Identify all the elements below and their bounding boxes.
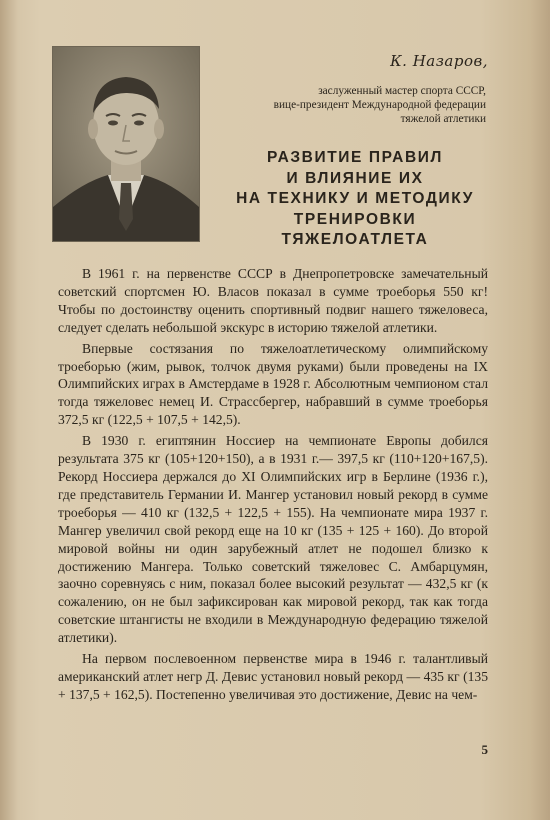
paragraph: На первом послевоенном первенстве мира в 1946 г. талантливый американский атлет негр Д. Девис установил новый рекорд — 435 кг (135 + 137,5 + 162,5). Постепенно увеличивая это достижение, Девис на чем-: [58, 651, 488, 702]
title-line: ТРЕНИРОВКИ: [293, 210, 417, 228]
article-body: [58, 265, 488, 704]
author-portrait-photo: [52, 46, 200, 242]
paragraph: В 1961 г. на первенстве СССР в Днепропетровске замечательный советский спортсмен Ю. Власов показал в сумме троеборья 550 кг! Чтобы по достоинству оценить спортивный подвиг нашего тяжеловеса, следует сделать небольшой экскурс в историю тяжелой атлетики.: [58, 266, 488, 335]
paragraph: Впервые состязания по тяжелоатлетическому олимпийскому троеборью (жим, рывок, толчок двумя руками) были проведены на IX Олимпийских играх в Амстердаме в 1928 г. Абсолютным чемпионом стал тогда тяжеловес немец И. Страссбергер, набравший в сумме троеборья 372,5 кг (122,5 + 107,5 + 142,5).: [58, 340, 488, 428]
title-line: НА ТЕХНИКУ И МЕТОДИКУ: [236, 190, 474, 207]
page-number: 5: [481, 742, 488, 757]
author-name: К. Назаров,: [390, 52, 488, 70]
title-line: ТЯЖЕЛОАТЛЕТА: [281, 231, 429, 248]
author-credentials-line: тяжелой атлетики: [400, 113, 486, 125]
title-line: РАЗВИТИЕ ПРАВИЛ: [267, 149, 443, 166]
title-line: И ВЛИЯНИЕ ИХ: [286, 169, 424, 187]
paragraph: В 1930 г. египтянин Носсиер на чемпионате Европы добился результата 375 кг (105+120+150), а в 1931 г.— 397,5 кг (110+120+167,5). Рекорд Носсиера держался до XI Олимпийских игр в Берлине (1936 г.), где представитель Германии И. Мангер установил новый рекорд в сумме троеборья — 410 кг (132,5 + 122,5 + 155). На чемпионате мира 1937 г. Мангер увеличил свой рекорд еще на 10 кг (135 + 125 + 160). До второй мировой войны ни один зарубежный атлет не подошел близко к достижению Мангера. Только советский тяжеловес С. Амбарцумян, заочно соревнуясь с ним, показал более высокий результат — 432,5 кг (к сожалению, он не был зафиксирован как мировой рекорд, так как тогда советские штангисты не входили в Международную федерацию тяжелой атлетики).: [58, 433, 488, 646]
author-credentials-line: заслуженный мастер спорта СССР,: [318, 85, 486, 97]
article-title: [215, 148, 495, 251]
author-credentials-line: вице-президент Международной федерации: [273, 99, 486, 111]
author-credentials: [196, 84, 486, 126]
